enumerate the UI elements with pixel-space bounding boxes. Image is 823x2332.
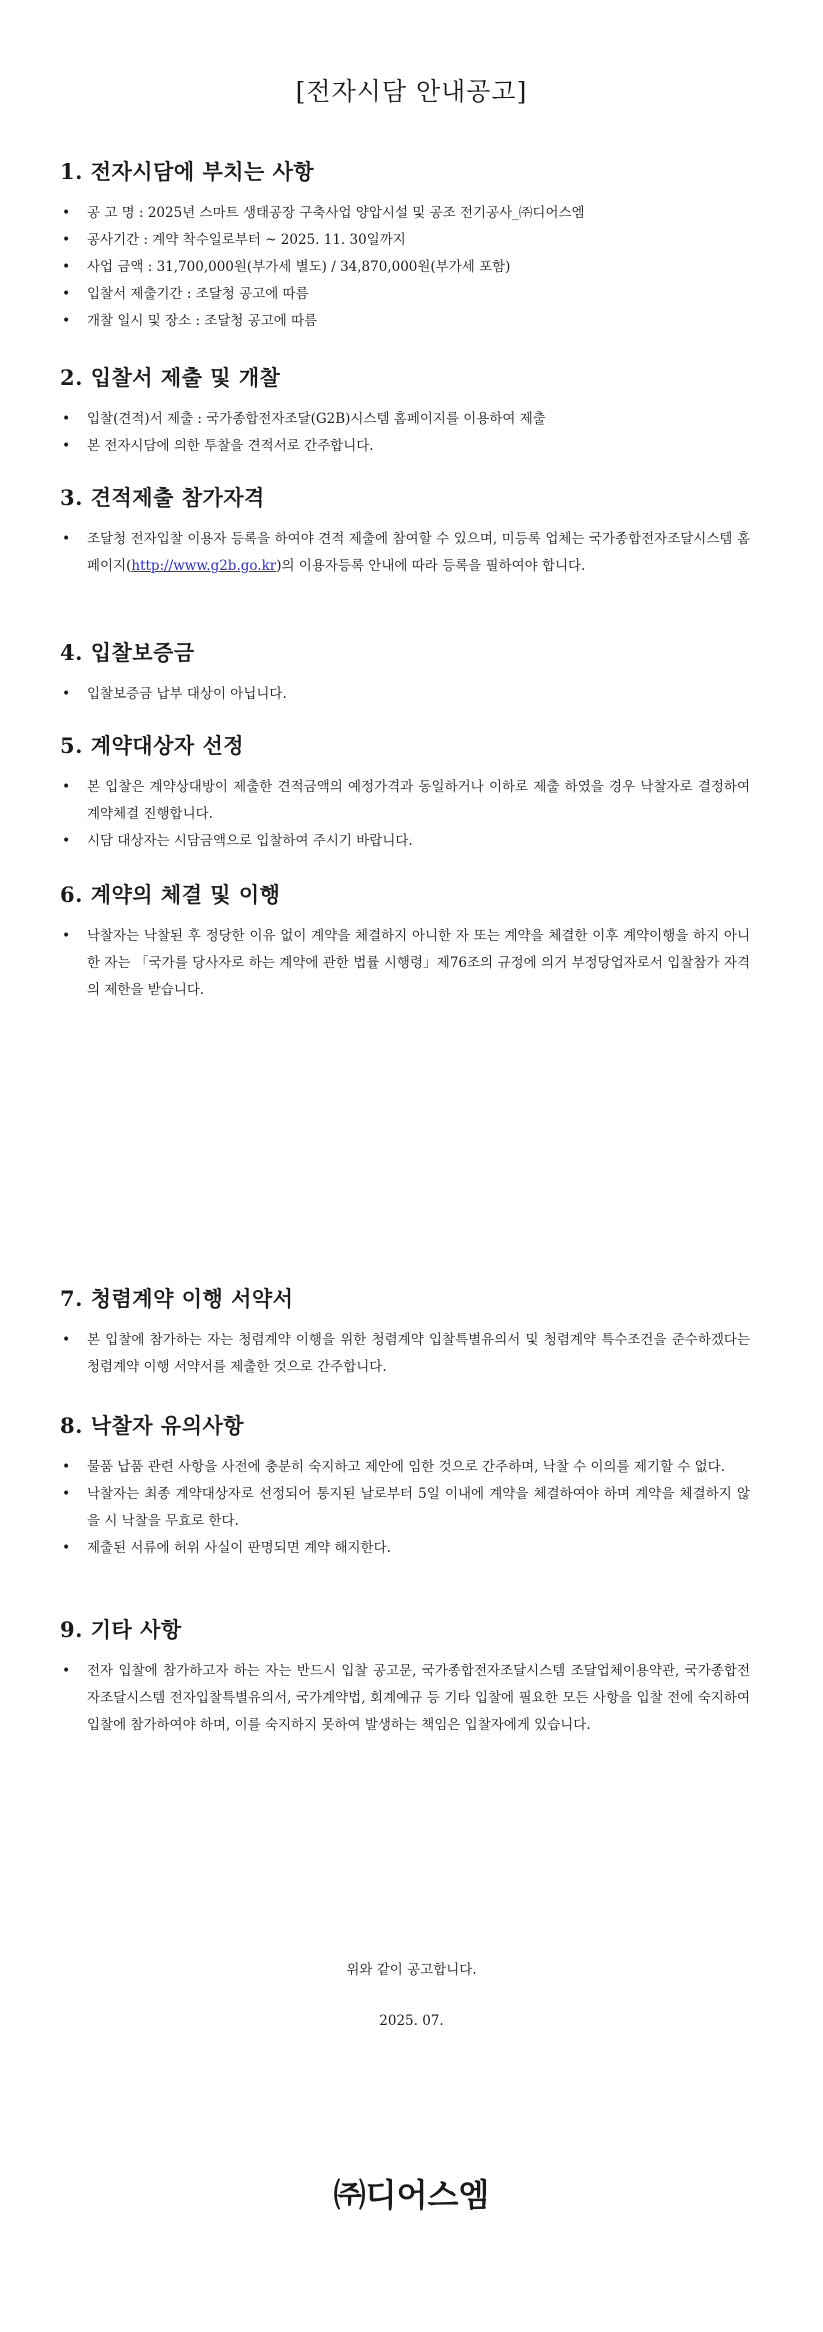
section-list: [60, 1658, 750, 1739]
list-item: • 시담 대상자는 시담금액으로 입찰하여 주시기 바랍니다.: [60, 828, 750, 855]
section-heading: 7. 청렴계약 이행 서약서: [60, 1286, 294, 1311]
section-heading: 9. 기타 사항: [60, 1617, 182, 1642]
list-item: • 공사기간 : 계약 착수일로부터 ~ 2025. 11. 30일까지: [60, 227, 750, 254]
section-list: [60, 200, 750, 335]
list-item: • 낙찰자는 낙찰된 후 정당한 이유 없이 계약을 체결하지 아니한 자 또는 계약을 체결한 이후 계약이행을 하지 아니한 자는 「국가를 당사자로 하는 계약에 관한 법률 시행령」제76조의 규정에 의거 부정당업자로서 입찰참가 자격의 제한을 받습니다.: [60, 923, 750, 1004]
list-item: • 전자 입찰에 참가하고자 하는 자는 반드시 입찰 공고문, 국가종합전자조달시스템 조달업체이용약관, 국가종합전자조달시스템 전자입찰특별유의서, 국가계약법, 회계예규 등 기타 입찰에 필요한 모든 사항을 입찰 전에 숙지하여 입찰에 참가하여야 하며, 이를 숙지하지 못하여 발생하는 책임은 입찰자에게 있습니다.: [60, 1658, 750, 1739]
list-item: • 공 고 명 : 2025년 스마트 생태공장 구축사업 양압시설 및 공조 전기공사_㈜디어스엠: [60, 200, 750, 227]
section-list: [60, 526, 750, 580]
section-eligibility: [60, 482, 750, 580]
list-item: • 본 전자시담에 의한 투찰을 견적서로 간주합니다.: [60, 433, 750, 460]
announcement-date: 2025. 07.: [379, 2013, 444, 2029]
list-item: • 입찰서 제출기간 : 조달청 공고에 따름: [60, 281, 750, 308]
section-heading: 5. 계약대상자 선정: [60, 733, 245, 758]
section-bid-subject: [60, 156, 750, 335]
section-list: [60, 681, 750, 708]
section-list: [60, 1454, 750, 1562]
section-heading: 2. 입찰서 제출 및 개찰: [60, 365, 281, 390]
list-item: • 제출된 서류에 허위 사실이 판명되면 계약 해지한다.: [60, 1535, 750, 1562]
list-item: • 낙찰자는 최종 계약대상자로 선정되어 통지된 날로부터 5일 이내에 계약을 체결하여야 하며 계약을 체결하지 않을 시 낙찰을 무효로 한다.: [60, 1481, 750, 1535]
list-item: • 본 입찰은 계약상대방이 제출한 견적금액의 예정가격과 동일하거나 이하로 제출 하였을 경우 낙찰자로 결정하여 계약체결 진행합니다.: [60, 774, 750, 828]
section-bid-bond: [60, 637, 750, 708]
section-list: [60, 1327, 750, 1381]
eligibility-text-before: 조달청 전자입찰 이용자 등록을 하여야 견적 제출에 참여할 수 있으며, 미등록 업체는 국가종합전자조달시스템 홈페이지(: [87, 531, 750, 574]
section-heading: 8. 낙찰자 유의사항: [60, 1413, 245, 1438]
list-item: • 입찰(견적)서 제출 : 국가종합전자조달(G2B)시스템 홈페이지를 이용하여 제출: [60, 406, 750, 433]
section-heading: 1. 전자시담에 부치는 사항: [60, 159, 315, 184]
section-list: [60, 774, 750, 855]
section-heading: 3. 견적제출 참가자격: [60, 485, 265, 510]
section-contractor-selection: [60, 730, 750, 855]
section-contract-execution: [60, 879, 750, 1004]
section-heading: 4. 입찰보증금: [60, 640, 195, 665]
eligibility-text-after: )의 이용자등록 안내에 따라 등록을 필하여야 합니다.: [276, 558, 586, 574]
company-signature: ㈜디어스엠: [333, 2176, 490, 2214]
list-item: • 본 입찰에 참가하는 자는 청렴계약 이행을 위한 청렴계약 입찰특별유의서 및 청렴계약 특수조건을 준수하겠다는 청렴계약 이행 서약서를 제출한 것으로 간주합니다.: [60, 1327, 750, 1381]
section-list: [60, 406, 750, 460]
list-item: • 입찰보증금 납부 대상이 아닙니다.: [60, 681, 750, 708]
list-item: • 물품 납품 관련 사항을 사전에 충분히 숙지하고 제안에 임한 것으로 간주하며, 낙찰 수 이의를 제기할 수 없다.: [60, 1454, 750, 1481]
list-item: [60, 526, 750, 580]
list-item: • 개찰 일시 및 장소 : 조달청 공고에 따름: [60, 308, 750, 335]
section-winner-notes: [60, 1410, 750, 1562]
section-bid-submission: [60, 362, 750, 460]
document-title: [전자시담 안내공고]: [295, 77, 528, 106]
section-integrity-pledge: [60, 1283, 750, 1381]
g2b-link[interactable]: http://www.g2b.go.kr: [131, 558, 277, 574]
section-list: [60, 923, 750, 1004]
closing-statement: 위와 같이 공고합니다.: [346, 1962, 477, 1978]
list-item: • 사업 금액 : 31,700,000원(부가세 별도) / 34,870,000원(부가세 포함): [60, 254, 750, 281]
section-heading: 6. 계약의 체결 및 이행: [60, 882, 281, 907]
section-other-matters: [60, 1614, 750, 1739]
